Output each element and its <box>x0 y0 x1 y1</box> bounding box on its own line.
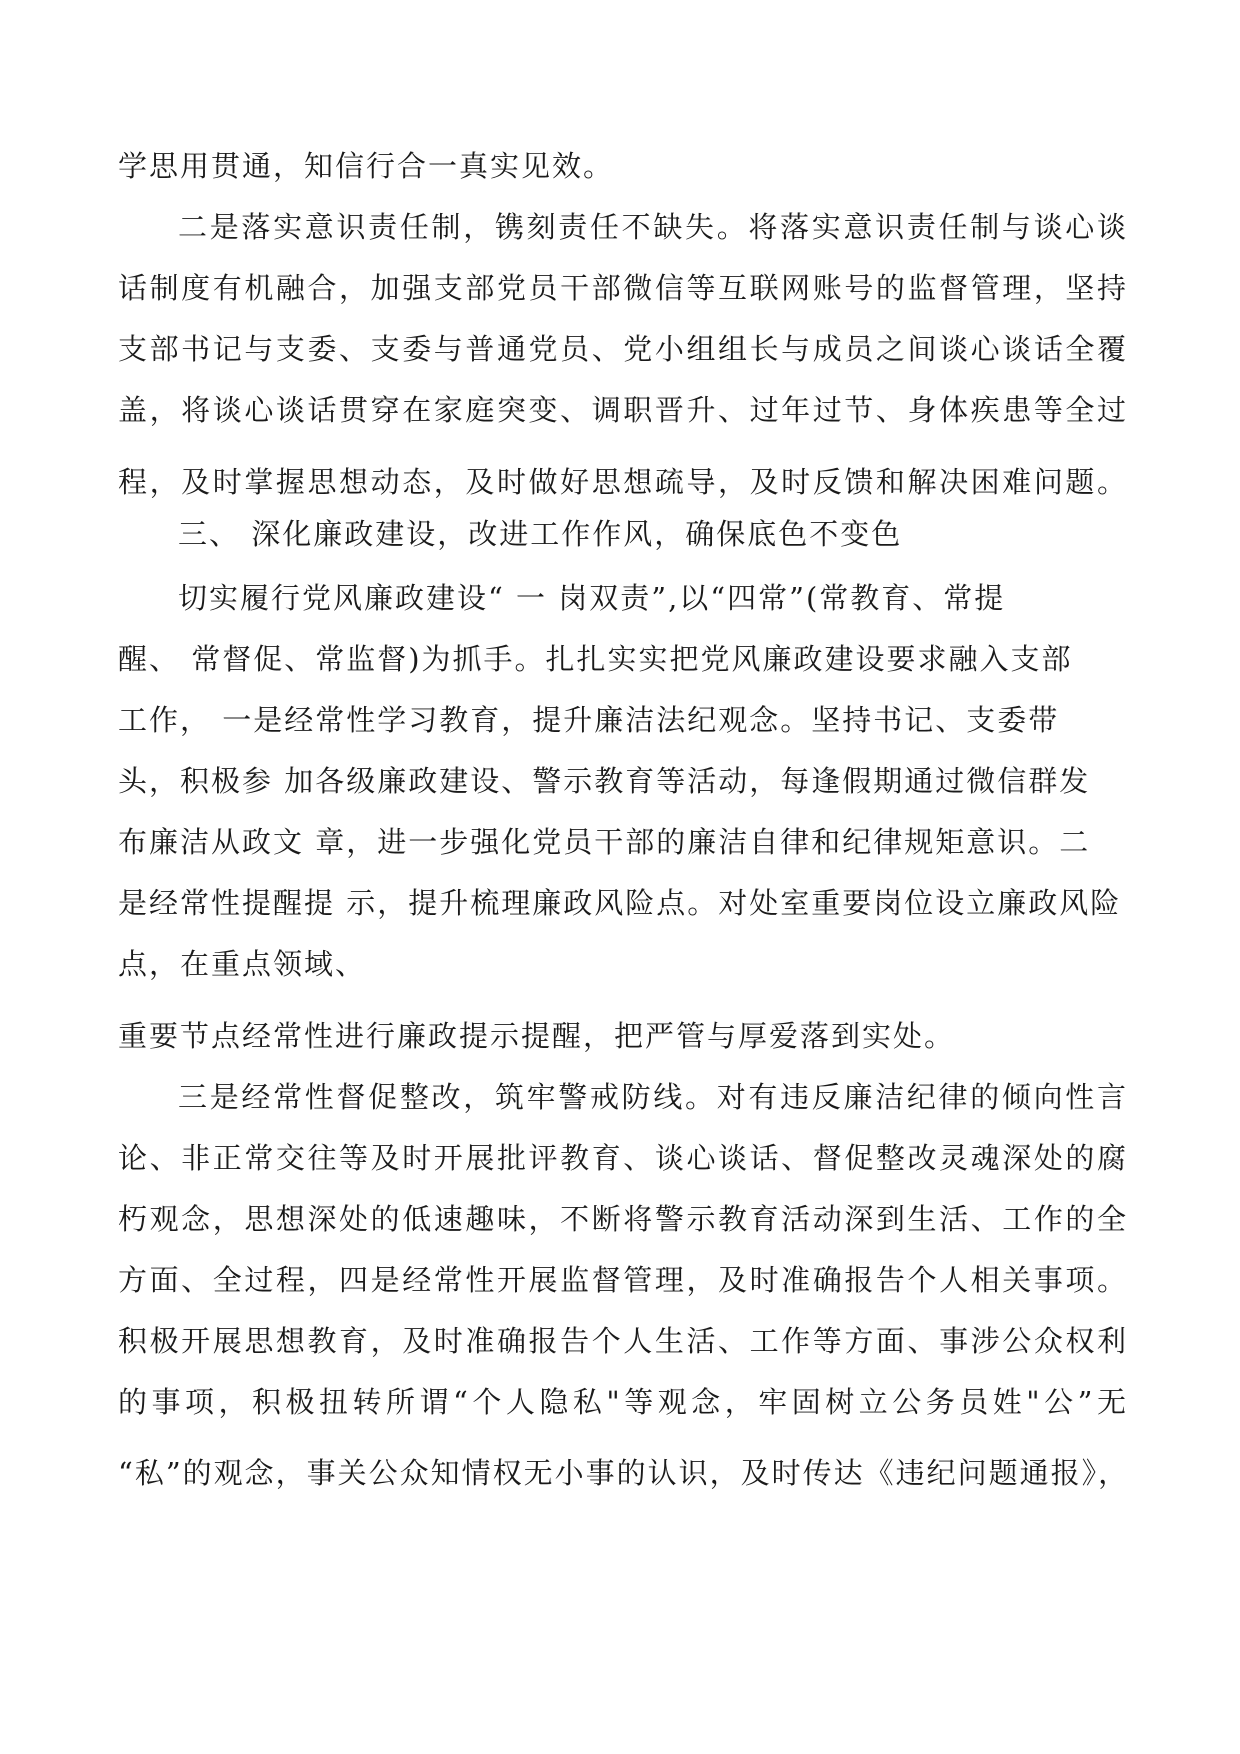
text-line: 工作， 一是经常性学习教育，提升廉洁法纪观念。坚持书记、支委带 <box>118 703 1060 737</box>
text-line: 头，积极参 加各级廉政建设、警示教育等活动，每逢假期通过微信群发 <box>118 764 1091 798</box>
text-line: 重要节点经常性进行廉政提示提醒，把严管与厚爱落到实处。 <box>118 1019 956 1053</box>
text-line: “私”的观念，事关公众知情权无小事的认识，及时传达《违纪问题通报》， <box>118 1456 1130 1490</box>
text-line: 布廉洁从政文 章，进一步强化党员干部的廉洁自律和纪律规矩意识。二 <box>118 825 1091 859</box>
text-line: 是经常性提醒提 示，提升梳理廉政风险点。对处室重要岗位设立廉政风险 <box>118 886 1122 920</box>
text-line: 三是经常性督促整改，筑牢警戒防线。对有违反廉洁纪律的倾向性言 <box>178 1080 1128 1114</box>
text-line: 学思用贯通，知信行合一真实见效。 <box>118 149 615 183</box>
text-line: 二是落实意识责任制，镌刻责任不缺失。将落实意识责任制与谈心谈 <box>178 210 1128 244</box>
text-line: 盖，将谈心谈话贯穿在家庭突变、调职晋升、过年过节、身体疾患等全过 <box>118 393 1128 427</box>
text-line: 程，及时掌握思想动态，及时做好思想疏导，及时反馈和解决困难问题。 <box>118 465 1128 499</box>
text-line: 切实履行党风廉政建设“ 一 岗双责”,以“四常”(常教育、常提 <box>178 581 1006 615</box>
text-line: 方面、全过程，四是经常性开展监督管理，及时准确报告个人相关事项。 <box>118 1263 1128 1297</box>
text-line: 点，在重点领域、 <box>118 947 367 981</box>
text-line: 论、非正常交往等及时开展批评教育、谈心谈话、督促整改灵魂深处的腐 <box>118 1141 1128 1175</box>
section-heading: 三、 深化廉政建设，改进工作作风，确保底色不变色 <box>178 517 903 551</box>
text-line: 醒、 常督促、常监督)为抓手。扎扎实实把党风廉政建设要求融入支部 <box>118 642 1073 676</box>
text-line: 朽观念，思想深处的低速趣味，不断将警示教育活动深到生活、工作的全 <box>118 1202 1128 1236</box>
text-line: 支部书记与支委、支委与普通党员、党小组组长与成员之间谈心谈话全覆 <box>118 332 1128 366</box>
text-line: 的事项，积极扭转所谓“个人隐私"等观念，牢固树立公务员姓"公”无 <box>118 1385 1128 1419</box>
text-line: 话制度有机融合，加强支部党员干部微信等互联网账号的监督管理，坚持 <box>118 271 1128 305</box>
text-line: 积极开展思想教育，及时准确报告个人生活、工作等方面、事涉公众权利 <box>118 1324 1128 1358</box>
